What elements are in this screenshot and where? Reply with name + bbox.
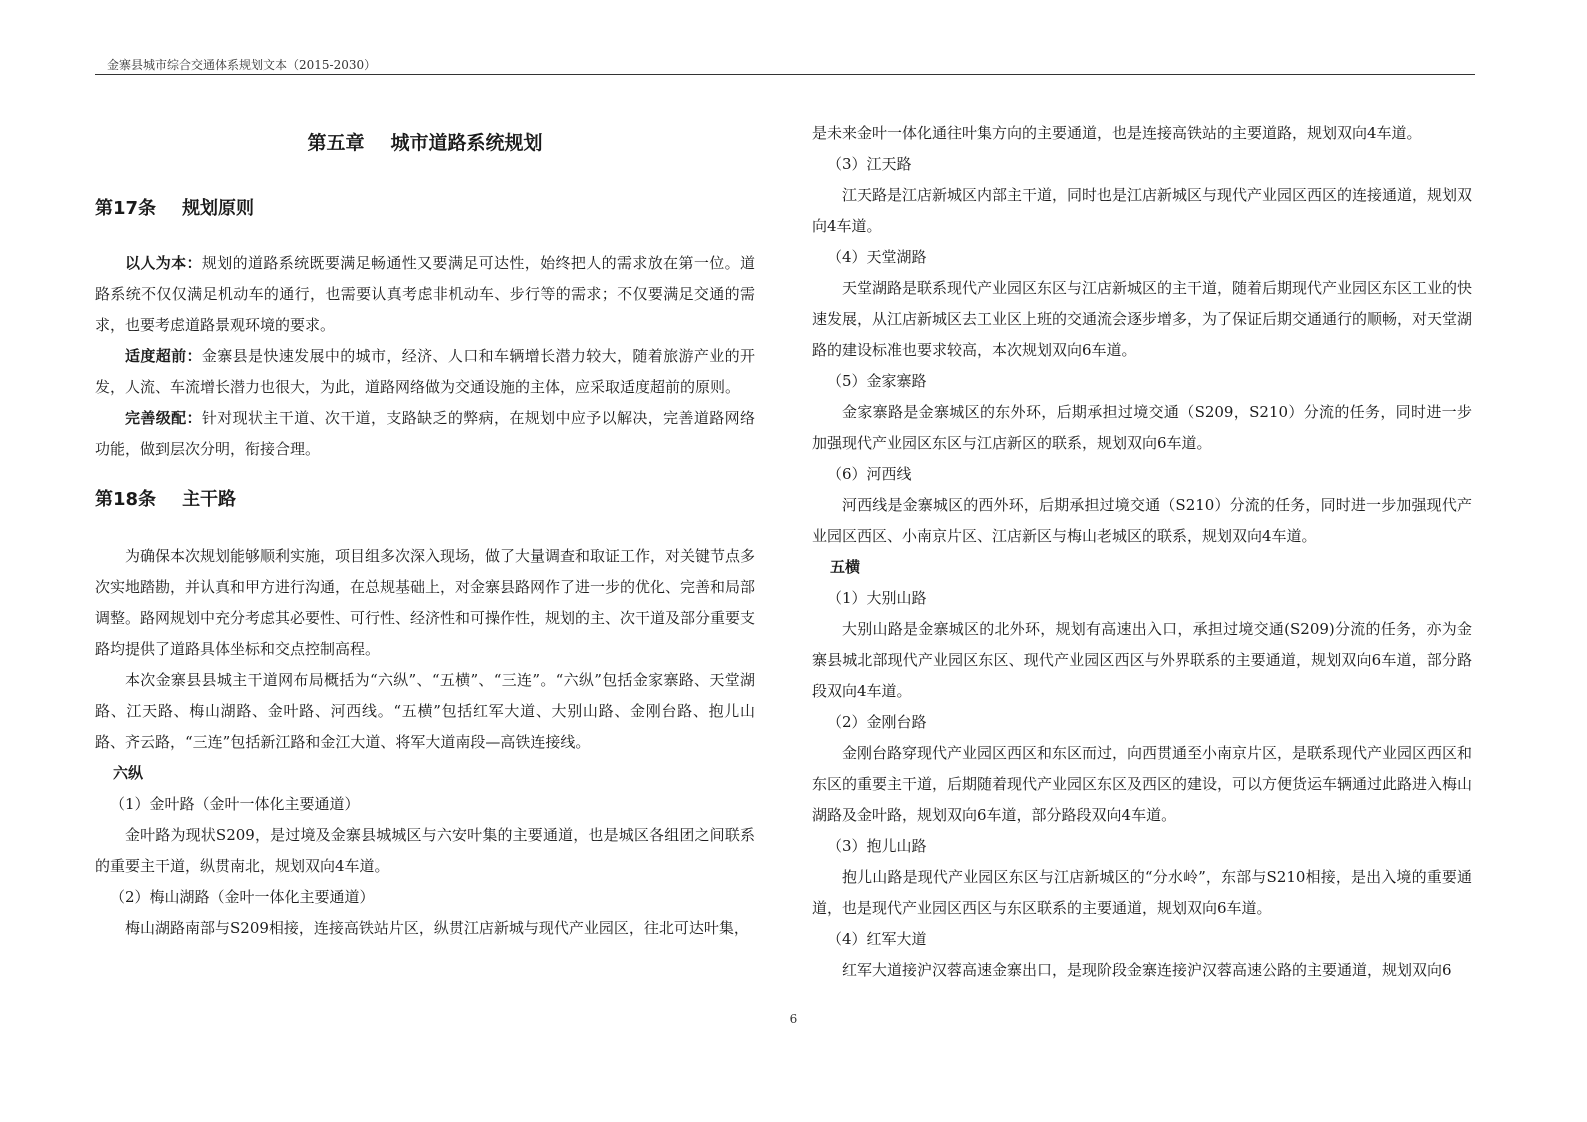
principle-moderate-advance (95, 341, 755, 403)
article-18-heading (95, 485, 755, 515)
road-item-text: 河西线是金寨城区的西外环，后期承担过境交通（S210）分流的任务，同时进一步加强现代产业园区西区、小南京片区、江店新区与梅山老城区的联系，规划双向4车道。 (812, 496, 1472, 545)
road-item-title: （1）大别山路 (827, 589, 927, 607)
page-number: 6 (789, 1012, 798, 1026)
road-item-text: 江天路是江店新城区内部主干道，同时也是江店新城区与现代产业园区西区的连接通道，规划双向4车道。 (812, 186, 1473, 235)
road-item-title: （6）河西线 (827, 465, 912, 483)
principle-lead: 完善级配： (125, 409, 202, 427)
road-item-text: 金家寨路是金寨城区的东外环，后期承担过境交通（S209，S210）分流的任务，同时进一步加强现代产业园区东区与江店新区的联系，规划双向6车道。 (812, 403, 1472, 452)
road-item-text: 大别山路是金寨城区的北外环，规划有高速出入口，承担过境交通(S209)分流的任务，亦为金寨县城北部现代产业园区东区、现代产业园区西区与外界联系的主要通道，规划双向6车道，部分路段双向4车道。 (812, 620, 1472, 700)
road-item-title: （2）梅山湖路（金叶一体化主要通道） (110, 888, 375, 906)
road-item-text: 梅山湖路南部与S209相接，连接高铁站片区，纵贯江店新城与现代产业园区，往北可达叶集， (125, 919, 749, 937)
article-18-number: 第18条 (95, 489, 157, 510)
road-item-title: （4）天堂湖路 (827, 248, 927, 266)
left-column (95, 90, 755, 944)
road-item-title: （1）金叶路（金叶一体化主要通道） (110, 795, 360, 813)
header-title: 金寨县城市综合交通体系规划文本（2015-2030） (107, 58, 377, 72)
principle-lead: 适度超前： (125, 347, 202, 365)
article-18-title: 主干路 (182, 489, 237, 510)
principle-text: 金寨县是快速发展中的城市，经济、人口和车辆增长潜力较大，随着旅游产业的开发，人流、车流增长潜力也很大，为此，道路网络做为交通设施的主体，应采取适度超前的原则。 (95, 347, 755, 396)
right-column (812, 118, 1472, 986)
chapter-title: 城市道路系统规划 (390, 132, 543, 154)
road-item-title: （3）抱儿山路 (827, 837, 927, 855)
article-17-heading (95, 194, 755, 224)
chapter-heading (95, 128, 755, 158)
chapter-label: 第五章 (307, 132, 365, 154)
road-item-title: （4）红军大道 (827, 930, 927, 948)
principle-lead: 以人为本： (125, 254, 202, 272)
running-header (95, 52, 1475, 75)
road-item-title: （2）金刚台路 (827, 713, 927, 731)
principle-people-first (95, 248, 755, 341)
principle-text: 规划的道路系统既要满足畅通性又要满足可达性，始终把人的需求放在第一位。道路系统不仅仅满足机动车的通行，也需要认真考虑非机动车、步行等的需求；不仅要满足交通的需求，也要考虑道路景观环境的要求。 (95, 254, 755, 334)
road-item-text: 天堂湖路是联系现代产业园区东区与江店新城区的主干道，随着后期现代产业园区东区工业的快速发展，从江店新城区去工业区上班的交通流会逐步增多，为了保证后期交通通行的顺畅，对天堂湖路的建设标准也要求较高，本次规划双向6车道。 (812, 279, 1473, 359)
road-item-text: 金刚台路穿现代产业园区西区和东区而过，向西贯通至小南京片区，是联系现代产业园区西区和东区的重要主干道，后期随着现代产业园区东区及西区的建设，可以方便货运车辆通过此路进入梅山湖路及金叶路，规划双向6车道，部分路段双向4车道。 (812, 744, 1473, 824)
road-item-text: 抱儿山路是现代产业园区东区与江店新城区的“分水岭”，东部与S210相接，是出入境的重要通道，也是现代产业园区西区与东区联系的主要通道，规划双向6车道。 (812, 868, 1472, 917)
subheading-liuzong: 六纵 (113, 764, 144, 782)
road-item-title: （5）金家寨路 (827, 372, 927, 390)
continued-paragraph: 是未来金叶一体化通往叶集方向的主要通道，也是连接高铁站的主要道路，规划双向4车道。 (812, 124, 1422, 142)
article-17-title: 规划原则 (182, 198, 255, 219)
road-item-text: 红军大道接沪汉蓉高速金寨出口，是现阶段金寨连接沪汉蓉高速公路的主要通道，规划双向6 (842, 961, 1452, 979)
article-17-number: 第17条 (95, 198, 157, 219)
subheading-wuheng: 五横 (830, 558, 861, 576)
body-paragraph: 本次金寨县县城主干道网布局概括为“六纵”、“五横”、“三连”。“六纵”包括金家寨路、天堂湖路、江天路、梅山湖路、金叶路、河西线。“五横”包括红军大道、大别山路、金刚台路、抱儿山路、齐云路，“三连”包括新江路和金江大道、将军大道南段—高铁连接线。 (95, 671, 755, 751)
principle-text: 针对现状主干道、次干道，支路缺乏的弊病，在规划中应予以解决，完善道路网络功能，做到层次分明，衔接合理。 (95, 409, 755, 458)
road-item-text: 金叶路为现状S209，是过境及金寨县城城区与六安叶集的主要通道，也是城区各组团之间联系的重要主干道，纵贯南北，规划双向4车道。 (95, 826, 755, 875)
principle-grading (95, 403, 755, 465)
road-item-title: （3）江天路 (827, 155, 912, 173)
body-paragraph: 为确保本次规划能够顺利实施，项目组多次深入现场，做了大量调查和取证工作，对关键节点多次实地踏勘，并认真和甲方进行沟通，在总规基础上，对金寨县路网作了进一步的优化、完善和局部调整。路网规划中充分考虑其必要性、可行性、经济性和可操作性，规划的主、次干道及部分重要支路均提供了道路具体坐标和交点控制高程。 (95, 547, 756, 658)
